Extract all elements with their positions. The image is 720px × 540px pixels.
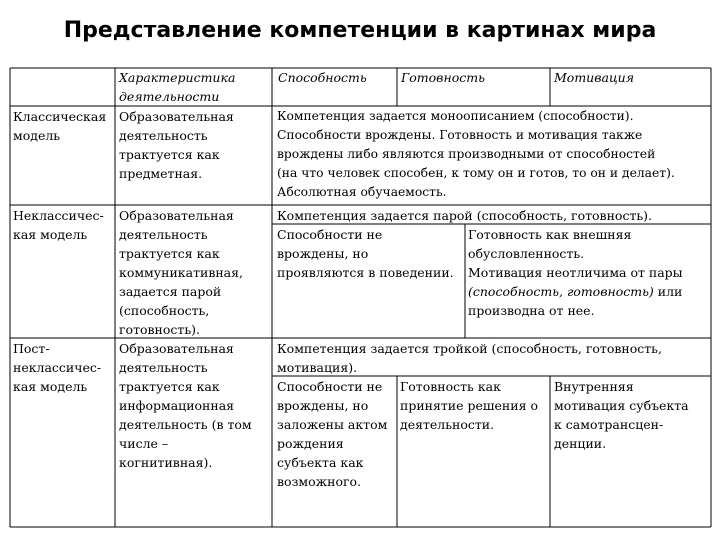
header-ability: Способность — [278, 70, 367, 85]
header-motivation: Мотивация — [554, 70, 635, 85]
row-nonclassic-merged: Компетенция задается парой (способность, готовность). — [277, 208, 653, 223]
row-nonclassic-ability: Способности не врождены, но проявляются в поведении. — [277, 227, 454, 280]
row-nonclassic-characteristic: Образовательная деятельность трактуется как коммуникативная, задается парой (способность, готовность). — [119, 208, 243, 337]
slide-title: Представление компетенции в картинах мира — [63, 18, 657, 43]
row-classic-characteristic: Образовательная деятельность трактуется как предметная. — [119, 109, 234, 181]
row-postnonclassic-model: Пост- неклассичес- кая модель — [13, 341, 102, 394]
row-nonclassic-model: Неклассичес- кая модель — [13, 208, 104, 242]
row-nonclassic-readiness-motivation: Готовность как внешняя обусловленность. Мотивация неотличима от пары (способность, готовность) или производна от нее. — [468, 227, 683, 318]
row-postnonclassic-characteristic: Образовательная деятельность трактуется как информационная деятельность (в том числе – когнитивная). — [119, 341, 252, 470]
row-postnonclassic-motivation: Внутренняя мотивация субъекта к самотрансцен- денции. — [554, 379, 689, 451]
row-classic-merged: Компетенция задается моноописанием (способности). Способности врождены. Готовность и мотивация также врождены либо являются производными от способностей (на что человек способен, к тому он и готов, то он и делает). Абсолютная обучаемость. — [277, 109, 675, 199]
row-classic-model: Классическая модель — [13, 109, 107, 143]
row-postnonclassic-merged: Компетенция задается тройкой (способность, готовность, мотивация). — [277, 341, 662, 375]
header-readiness: Готовность — [401, 70, 485, 85]
row-postnonclassic-readiness: Готовность как принятие решения о деятельности. — [400, 379, 538, 432]
row-postnonclassic-ability: Способности не врождены, но заложены актом рождения субъекта как возможного. — [277, 379, 388, 489]
header-characteristic: Характеристика деятельности — [119, 70, 236, 104]
